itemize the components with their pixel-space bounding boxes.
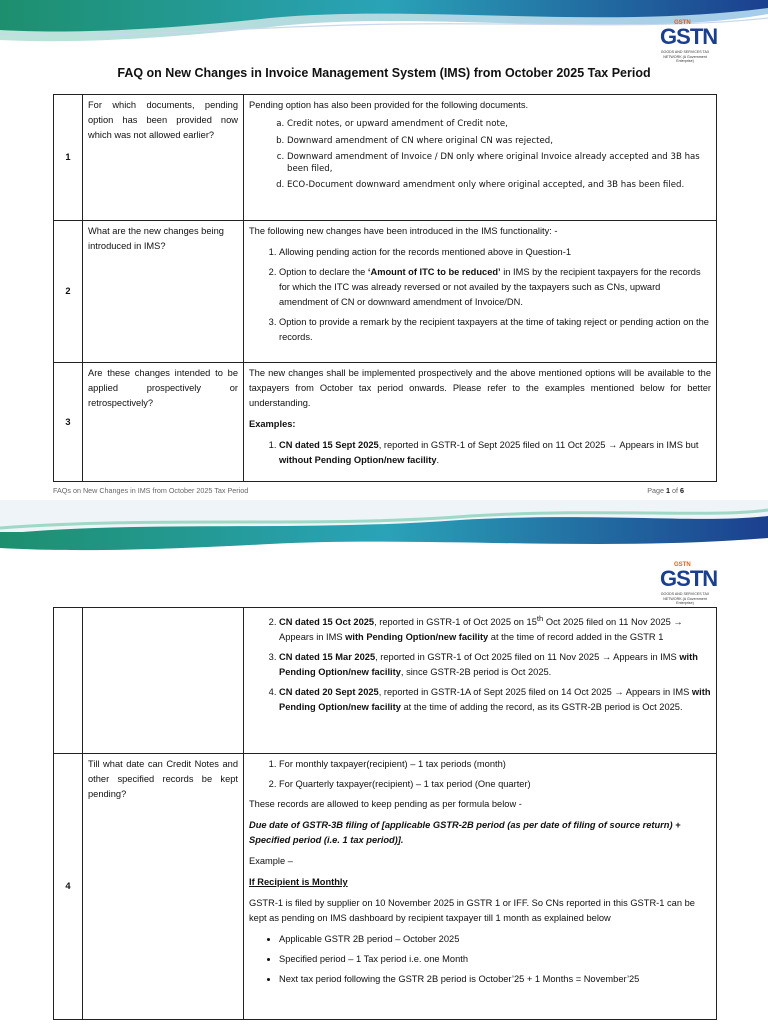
list-item: • Applicable GSTR 2B period – October 2025: [279, 932, 711, 947]
faq-question: For which documents, pending option has been provided now which was not allowed earlier?: [83, 95, 244, 221]
faq-answer: [244, 95, 717, 221]
faq-answer: [244, 608, 717, 754]
footer-page-number: [647, 486, 684, 495]
formula-intro: These records are allowed to keep pending as per formula below -: [249, 799, 522, 809]
example-label: Example –: [249, 856, 293, 866]
gstn-logo: [654, 562, 716, 604]
gstn-logo: [654, 20, 716, 62]
faq-number: 3: [54, 363, 83, 482]
logo-mark: [660, 24, 717, 50]
item-text: , reported in GSTR-1 of Sept 2025 filed on 11 Oct 2025 → Appears in IMS but: [378, 440, 699, 450]
period-list: [249, 757, 711, 792]
faq-question: Are these changes intended to be applied prospectively or retrospectively?: [83, 363, 244, 482]
page-total: 6: [680, 486, 684, 495]
item-emphasis: without Pending Option/new facility: [279, 455, 437, 465]
faq-question: Till what date can Credit Notes and other specified records be kept pending?: [83, 754, 244, 1020]
list-item: [279, 438, 711, 468]
item-text: Oct 2025 filed on 11 Nov 2025 → Appears in IMS: [279, 617, 683, 643]
monthly-bullets: [249, 932, 711, 987]
logo-mark-n: N: [702, 24, 718, 49]
document-list: [249, 119, 711, 192]
item-emphasis: CN dated 15 Oct 2025: [279, 617, 375, 628]
answer-intro: The following new changes have been introduced in the IMS functionality: -: [249, 226, 558, 236]
page-title: FAQ on New Changes in Invoice Management System (IMS) from October 2025 Tax Period: [117, 66, 651, 80]
faq-row-3: [54, 363, 717, 482]
faq-table-page-1: [53, 94, 717, 482]
examples-list: [249, 438, 711, 468]
item-emphasis: with Pending Option/new facility: [279, 652, 698, 678]
item-text: at the time of adding the record, as its GSTR-2B period is Oct 2025.: [400, 702, 683, 713]
logo-mark-g: G: [660, 566, 677, 591]
item-text: .: [436, 455, 440, 465]
faq-row-4: [54, 754, 717, 1020]
list-item: 1. Allowing pending action for the records mentioned above in Question-1: [279, 245, 711, 260]
page-2: [0, 532, 768, 1024]
item-emphasis: CN dated 15 Sept 2025: [279, 440, 379, 450]
faq-question: What are the new changes being introduced in IMS?: [83, 221, 244, 363]
page-current: 1: [666, 486, 670, 495]
faq-row-2: [54, 221, 717, 363]
list-item: [279, 265, 711, 310]
faq-row-1: [54, 95, 717, 221]
list-item: 3. Option to provide a remark by the recipient taxpayers at the time of taking reject or pending action on the records.: [279, 315, 711, 345]
faq-answer: [244, 221, 717, 363]
list-item: 1. For monthly taxpayer(recipient) – 1 tax periods (month): [279, 757, 711, 772]
examples-label: Examples:: [249, 419, 296, 429]
logo-mark-t: T: [689, 566, 703, 591]
faq-row-3-continued: [54, 608, 717, 754]
monthly-text: GSTR-1 is filed by supplier on 10 November 2025 in GSTR 1 or IFF. So CNs reported in this GSTR-1 can be kept as pending on IMS dashboard by recipient taxpayer till 1 month as explained below: [249, 898, 695, 923]
faq-number: 4: [54, 754, 83, 1020]
item-text: , since GSTR-2B period is Oct 2025.: [400, 667, 552, 678]
faq-question: [83, 608, 244, 754]
logo-mark-s: S: [676, 24, 690, 49]
item-superscript: th: [536, 614, 544, 623]
page-1: [0, 0, 768, 506]
footer-title: FAQs on New Changes in IMS from October 2025 Tax Period: [53, 486, 249, 495]
list-item: d. ECO-Document downward amendment only where original accepted, and 3B has been filed.: [287, 180, 711, 192]
answer-intro: Pending option has also been provided for the following documents.: [249, 100, 529, 110]
of-label: of: [672, 486, 678, 495]
logo-tag: GSTN: [674, 20, 691, 26]
item-emphasis: with Pending Option/new facility: [279, 687, 711, 713]
faq-table-page-2: [53, 607, 717, 1020]
logo-subtitle: GOODS AND SERVICES TAX NETWORK (A Government Enterprise): [660, 50, 710, 64]
changes-list: [249, 245, 711, 345]
logo-mark-g: G: [660, 24, 677, 49]
item-text: , reported in GSTR-1A of Sept 2025 filed on 14 Oct 2025 → Appears in IMS: [378, 687, 692, 698]
item-text: in IMS by the recipient taxpayers for the records for which the ITC was already reversed or not availed by the taxpayers such as CNs, upward amendment of CN or downward amendment of Invoice/DN.: [279, 267, 701, 307]
answer-intro: The new changes shall be implemented prospectively and the above mentioned options will be available to the taxpayers from October tax period onwards. Please refer to the examples mentioned below for better understanding.: [249, 368, 711, 408]
faq-answer: [244, 754, 717, 1020]
logo-mark: [660, 566, 717, 592]
list-item: [279, 685, 711, 715]
logo-mark-n: N: [702, 566, 718, 591]
item-text: , reported in GSTR-1 of Oct 2025 on 15: [374, 617, 537, 628]
list-item: c. Downward amendment of Invoice / DN only where original Invoice already accepted and 3B has been filed,: [287, 152, 711, 175]
item-emphasis: CN dated 20 Sept 2025: [279, 687, 379, 698]
list-item: a. Credit notes, or upward amendment of Credit note,: [287, 119, 711, 131]
header-wave-decoration: [0, 532, 768, 558]
page-label: Page: [647, 486, 664, 495]
faq-number: 1: [54, 95, 83, 221]
list-item: b. Downward amendment of CN where original CN was rejected,: [287, 136, 711, 148]
item-text: at the time of record added in the GSTR 1: [488, 632, 664, 643]
item-emphasis: with Pending Option/new facility: [345, 632, 489, 643]
faq-number: [54, 608, 83, 754]
examples-list: [249, 611, 711, 715]
list-item: [279, 650, 711, 680]
faq-number: 2: [54, 221, 83, 363]
item-emphasis: CN dated 15 Mar 2025: [279, 652, 376, 663]
faq-answer: [244, 363, 717, 482]
logo-tag: GSTN: [674, 562, 691, 568]
item-emphasis: ‘Amount of ITC to be reduced’: [367, 267, 501, 277]
header-wave-decoration: [0, 0, 768, 50]
formula-text: Due date of GSTR-3B filing of [applicable GSTR-2B period (as per date of filing of source return) + Specified period (i.e. 1 tax period)].: [249, 820, 681, 845]
list-item: [279, 611, 711, 645]
logo-subtitle: GOODS AND SERVICES TAX NETWORK (A Government Enterprise): [660, 592, 710, 606]
list-item: • Next tax period following the GSTR 2B period is October’25 + 1 Months = November’25: [279, 972, 711, 987]
logo-mark-t: T: [689, 24, 703, 49]
item-text: , reported in GSTR-1 of Oct 2025 filed on 11 Nov 2025 → Appears in IMS: [375, 652, 680, 663]
list-item: • Specified period – 1 Tax period i.e. one Month: [279, 952, 711, 967]
list-item: 2. For Quarterly taxpayer(recipient) – 1 tax period (One quarter): [279, 777, 711, 792]
item-text: Option to declare the: [279, 267, 368, 277]
logo-mark-s: S: [676, 566, 690, 591]
monthly-heading: If Recipient is Monthly: [249, 877, 348, 887]
